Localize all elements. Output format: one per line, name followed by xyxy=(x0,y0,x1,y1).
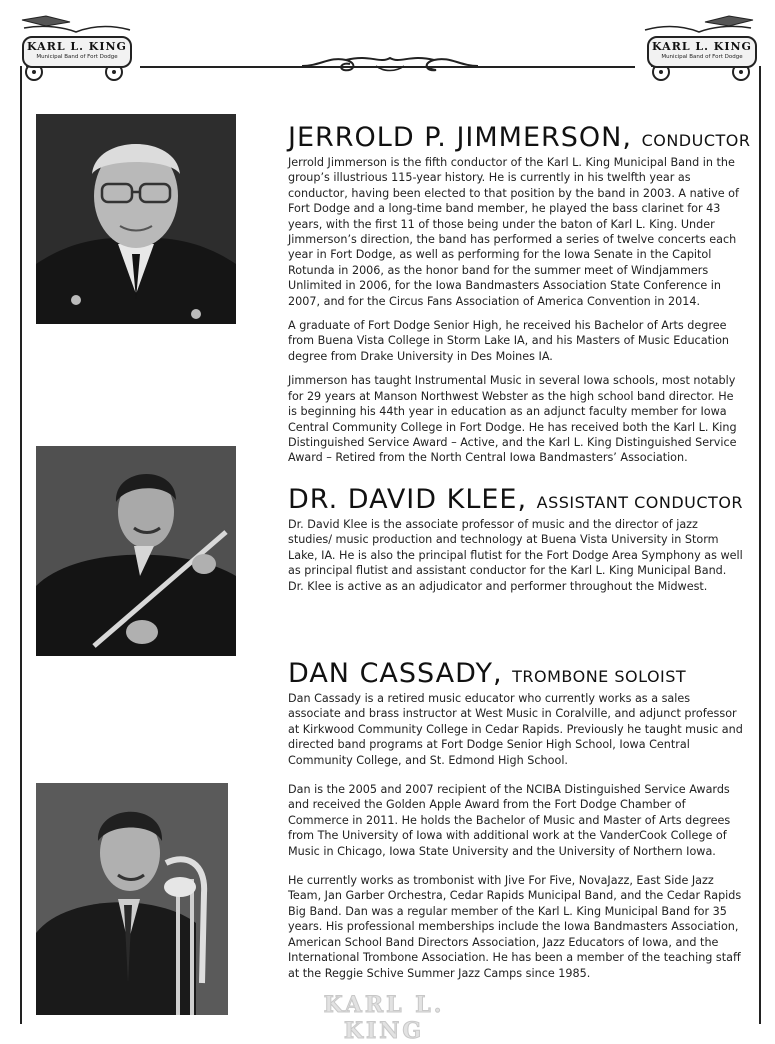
bio-heading xyxy=(288,658,743,689)
logo-subtitle: Municipal Band of Fort Dodge xyxy=(36,54,118,60)
bio-paragraph: Jerrold Jimmerson is the fifth conductor of the Karl L. King Municipal Band in the group’s illustrious 115-year history. He is currently in his twelfth year as conductor, having been elected to that position by the band in 2003. A native of Fort Dodge and a long-time band member, he played the bass clarinet for 43 years, with the first 11 of those being under the baton of Karl L. King. Under Jimmerson’s direction, the band has performed a series of twelve concerts each year in Fort Dodge, as well as performing for the Iowa Senate in the Capitol Rotunda in 2006, as the honor band for the summer meet of Windjammers Unlimited in 2006, for the Iowa Bandmasters Association State Conference in 2007, and for the Circus Fans Association of America Convention in 2014. xyxy=(288,156,739,308)
logo-subtitle: Municipal Band of Fort Dodge xyxy=(661,54,743,60)
logo-plaque xyxy=(647,36,757,68)
bio-klee xyxy=(288,484,743,594)
karl-king-logo-left xyxy=(16,14,134,82)
jimmerson-portrait-photo xyxy=(36,114,236,324)
bio-role: CONDUCTOR xyxy=(641,131,751,150)
bio-paragraph: Dr. David Klee is the associate professor of music and the director of jazz studies/ music production and technology at Buena Vista University in Storm Lake, IA. He is also the principal flutist for the Fort Dodge Area Symphony as well as principal flutist and assistant conductor for the Karl L. King Municipal Band. Dr. Klee is active as an adjudicator and performer throughout the Midwest. xyxy=(288,518,743,593)
logo-title: KARL L. KING xyxy=(27,40,127,53)
bio-paragraph: He currently works as trombonist with Jive For Five, NovaJazz, East Side Jazz Team, Jan Garber Orchestra, Cedar Rapids Municipal Band, and the Cedar Rapids Big Band. Dan was a regular member of the Karl L. King Municipal Band for 35 years. His professional memberships include the Iowa Bandmasters Association, American School Band Directors Association, Jazz Educators of Iowa, and the International Trombone Association. He has been a member of the teaching staff at the Reggie Schive Summer Jazz Camps since 1985. xyxy=(288,874,742,980)
scroll-ornament-icon xyxy=(300,52,480,78)
logo-plaque xyxy=(22,36,132,68)
bio-paragraph: A graduate of Fort Dodge Senior High, he received his Bachelor of Arts degree from Buena Vista College in Storm Lake IA, and his Masters of Music Education degree from Drake University in Des Moines IA. xyxy=(288,319,729,363)
bio-name: JERROLD P. JIMMERSON, xyxy=(288,122,632,153)
bio-paragraph: Dan is the 2005 and 2007 recipient of the NCIBA Distinguished Service Awards and received the Golden Apple Award from the Fort Dodge Chamber of Commerce in 2011. He holds the Bachelor of Music and Master of Arts degrees from The University of Iowa with additional work at the VanderCook College of Music in Chicago, Iowa State University and the University of Northern Iowa. xyxy=(288,783,731,858)
bio-role: TROMBONE SOLOIST xyxy=(512,667,687,686)
bio-paragraph: Jimmerson has taught Instrumental Music in several Iowa schools, most notably for 29 years at Manson Northwest Webster as the high school band director. He is beginning his 44th year in education as an adjunct faculty member for Iowa Central Community College in Fort Dodge. He has received both the Karl L. King Distinguished Service Award – Active, and the Karl L. King Distinguished Service Award – Retired from the North Central Iowa Bandmasters’ Association. xyxy=(288,374,737,465)
footer-watermark-logo: KARL L. KING xyxy=(323,992,445,1044)
logo-title: KARL L. KING xyxy=(652,40,752,53)
klee-portrait-photo xyxy=(36,446,236,656)
bio-role: ASSISTANT CONDUCTOR xyxy=(536,493,744,512)
bio-heading xyxy=(288,484,743,515)
bio-heading xyxy=(288,122,751,153)
cassady-portrait-photo xyxy=(36,783,228,1015)
bio-paragraph: Dan Cassady is a retired music educator who currently works as a sales associate and brass instructor at West Music in Coralville, and adjunct professor at Kirkwood Community College in Cedar Rapids. Previously he taught music and directed band programs at Fort Dodge Senior High School, Iowa Central Community College, and St. Edmond High School. xyxy=(288,692,743,767)
karl-king-logo-right xyxy=(641,14,759,82)
bio-cassady xyxy=(288,658,743,981)
bio-jimmerson xyxy=(288,122,751,466)
bio-name: DAN CASSADY, xyxy=(288,658,503,689)
bio-name: DR. DAVID KLEE, xyxy=(288,484,528,515)
